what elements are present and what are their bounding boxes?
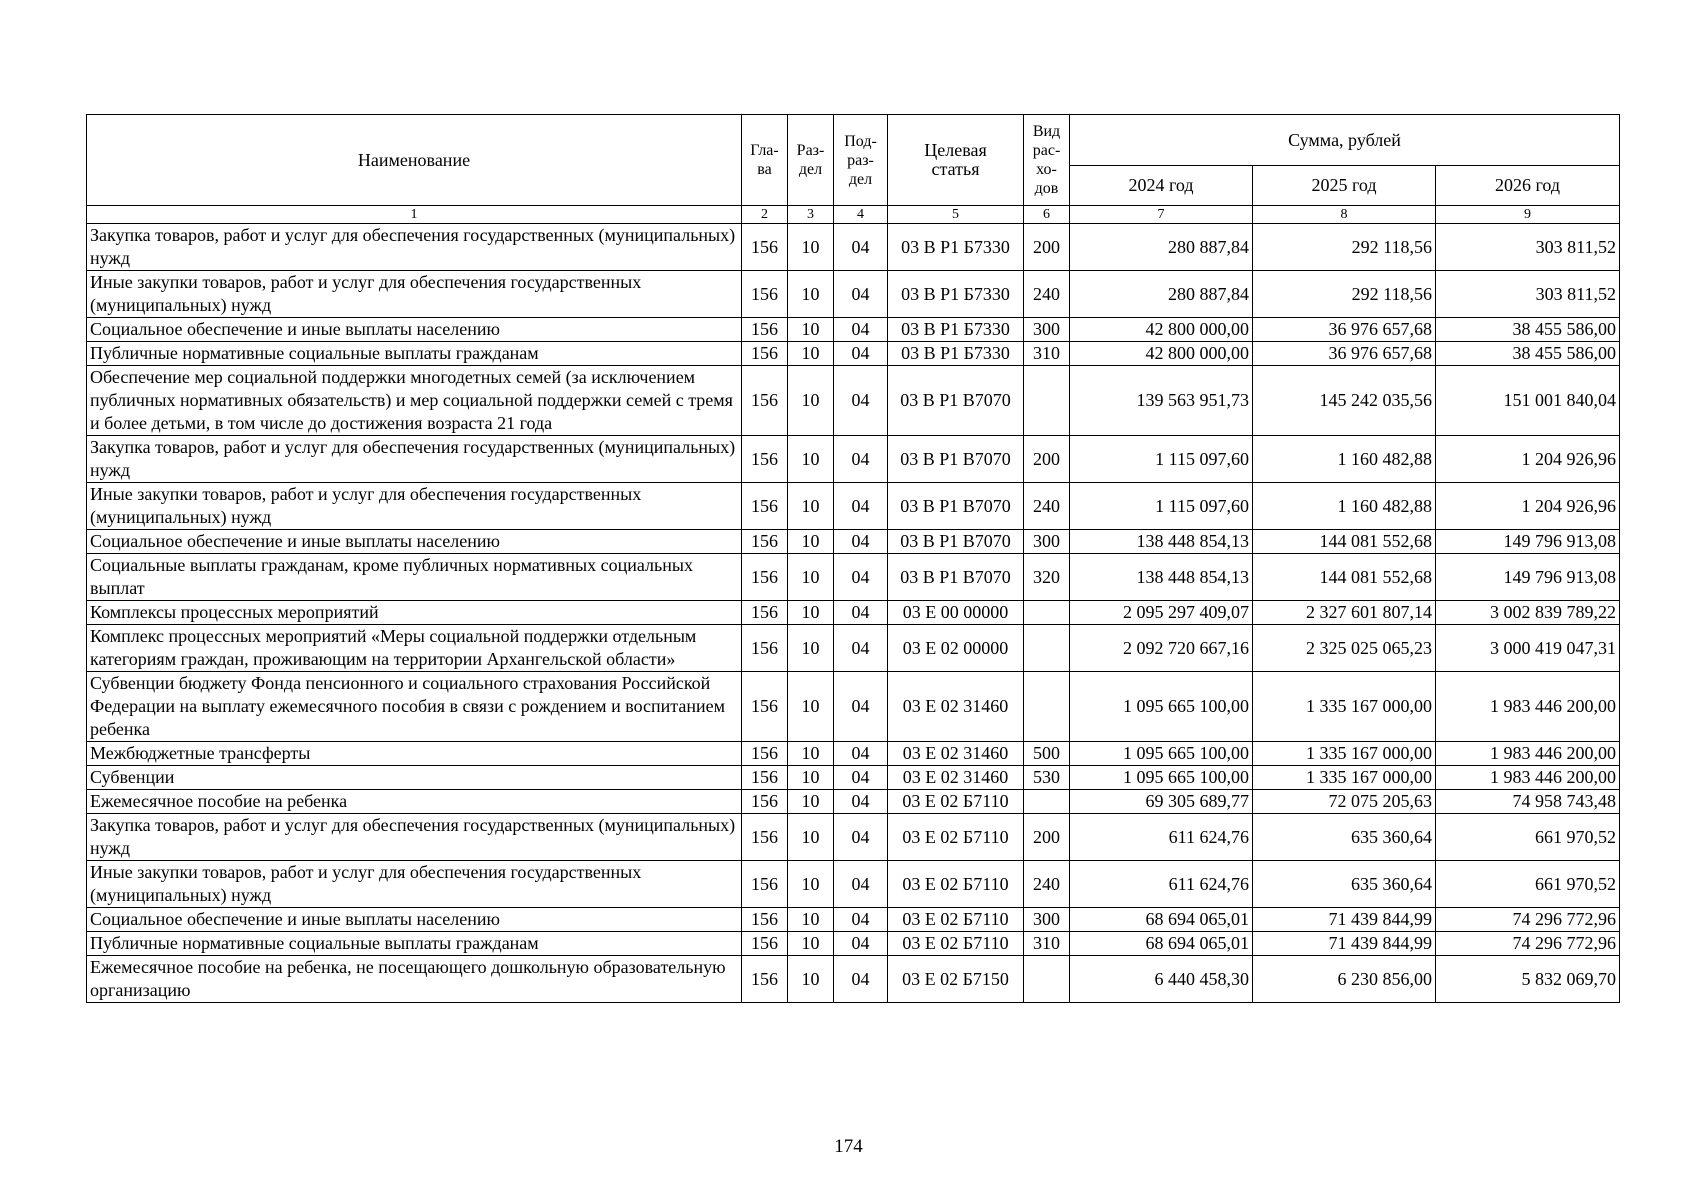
table-row <box>87 672 1620 742</box>
header-year-2025: 2025 год <box>1253 166 1436 206</box>
row-podrazdel: 04 <box>834 601 888 625</box>
row-razdel: 10 <box>788 601 834 625</box>
row-name: Публичные нормативные социальные выплаты гражданам <box>87 342 742 366</box>
row-vid-rashodov: 240 <box>1024 271 1070 318</box>
row-celevaya-statya: 03 В Р1 Б7330 <box>888 318 1024 342</box>
row-celevaya-statya: 03 В Р1 В7070 <box>888 436 1024 483</box>
row-sum-2024: 280 887,84 <box>1070 224 1253 271</box>
row-sum-2025: 635 360,64 <box>1253 814 1436 861</box>
row-sum-2024: 611 624,76 <box>1070 814 1253 861</box>
row-sum-2026: 38 455 586,00 <box>1436 318 1620 342</box>
row-glava: 156 <box>742 601 788 625</box>
row-sum-2026: 74 958 743,48 <box>1436 790 1620 814</box>
row-sum-2025: 635 360,64 <box>1253 861 1436 908</box>
table-row <box>87 366 1620 436</box>
row-razdel: 10 <box>788 908 834 932</box>
row-sum-2025: 1 335 167 000,00 <box>1253 672 1436 742</box>
row-razdel: 10 <box>788 766 834 790</box>
row-sum-2024: 68 694 065,01 <box>1070 908 1253 932</box>
row-glava: 156 <box>742 790 788 814</box>
row-glava: 156 <box>742 530 788 554</box>
row-sum-2024: 138 448 854,13 <box>1070 530 1253 554</box>
row-razdel: 10 <box>788 790 834 814</box>
row-vid-rashodov: 240 <box>1024 483 1070 530</box>
column-number: 6 <box>1024 206 1070 224</box>
row-podrazdel: 04 <box>834 342 888 366</box>
row-sum-2026: 74 296 772,96 <box>1436 932 1620 956</box>
row-vid-rashodov <box>1024 601 1070 625</box>
table-row <box>87 625 1620 672</box>
column-number: 7 <box>1070 206 1253 224</box>
row-celevaya-statya: 03 В Р1 Б7330 <box>888 271 1024 318</box>
row-sum-2025: 71 439 844,99 <box>1253 932 1436 956</box>
row-sum-2025: 2 327 601 807,14 <box>1253 601 1436 625</box>
column-number: 3 <box>788 206 834 224</box>
table-row <box>87 224 1620 271</box>
column-numbers-row <box>87 206 1620 224</box>
column-number: 1 <box>87 206 742 224</box>
row-sum-2024: 42 800 000,00 <box>1070 342 1253 366</box>
row-glava: 156 <box>742 814 788 861</box>
row-sum-2026: 1 983 446 200,00 <box>1436 742 1620 766</box>
row-sum-2026: 149 796 913,08 <box>1436 530 1620 554</box>
row-sum-2026: 303 811,52 <box>1436 271 1620 318</box>
row-podrazdel: 04 <box>834 436 888 483</box>
row-sum-2024: 1 115 097,60 <box>1070 436 1253 483</box>
row-glava: 156 <box>742 271 788 318</box>
row-sum-2025: 292 118,56 <box>1253 271 1436 318</box>
row-sum-2026: 74 296 772,96 <box>1436 908 1620 932</box>
row-sum-2026: 303 811,52 <box>1436 224 1620 271</box>
row-sum-2025: 6 230 856,00 <box>1253 956 1436 1003</box>
row-name: Закупка товаров, работ и услуг для обеспечения государственных (муниципальных) нужд <box>87 436 742 483</box>
row-razdel: 10 <box>788 366 834 436</box>
row-glava: 156 <box>742 742 788 766</box>
row-razdel: 10 <box>788 530 834 554</box>
row-glava: 156 <box>742 483 788 530</box>
row-sum-2025: 1 160 482,88 <box>1253 436 1436 483</box>
row-sum-2025: 72 075 205,63 <box>1253 790 1436 814</box>
row-sum-2025: 1 160 482,88 <box>1253 483 1436 530</box>
row-sum-2024: 1 095 665 100,00 <box>1070 742 1253 766</box>
table-row <box>87 956 1620 1003</box>
header-podrazdel: Под- раз- дел <box>834 115 888 206</box>
row-name: Ежемесячное пособие на ребенка, не посещающего дошкольную образовательную организацию <box>87 956 742 1003</box>
row-celevaya-statya: 03 В Р1 В7070 <box>888 483 1024 530</box>
row-razdel: 10 <box>788 861 834 908</box>
row-name: Иные закупки товаров, работ и услуг для обеспечения государственных (муниципальных) нужд <box>87 861 742 908</box>
row-vid-rashodov <box>1024 790 1070 814</box>
row-sum-2025: 71 439 844,99 <box>1253 908 1436 932</box>
row-glava: 156 <box>742 436 788 483</box>
row-podrazdel: 04 <box>834 766 888 790</box>
table-row <box>87 601 1620 625</box>
row-celevaya-statya: 03 Е 02 31460 <box>888 742 1024 766</box>
row-podrazdel: 04 <box>834 318 888 342</box>
row-razdel: 10 <box>788 625 834 672</box>
header-glava: Гла- ва <box>742 115 788 206</box>
table-row <box>87 554 1620 601</box>
row-sum-2025: 36 976 657,68 <box>1253 342 1436 366</box>
row-razdel: 10 <box>788 554 834 601</box>
row-celevaya-statya: 03 Е 02 31460 <box>888 672 1024 742</box>
row-sum-2024: 2 095 297 409,07 <box>1070 601 1253 625</box>
row-sum-2024: 1 095 665 100,00 <box>1070 672 1253 742</box>
row-celevaya-statya: 03 Е 02 Б7110 <box>888 814 1024 861</box>
row-razdel: 10 <box>788 814 834 861</box>
budget-table <box>86 114 1620 1003</box>
row-sum-2026: 38 455 586,00 <box>1436 342 1620 366</box>
row-podrazdel: 04 <box>834 932 888 956</box>
row-sum-2024: 611 624,76 <box>1070 861 1253 908</box>
row-sum-2024: 6 440 458,30 <box>1070 956 1253 1003</box>
row-razdel: 10 <box>788 672 834 742</box>
row-razdel: 10 <box>788 436 834 483</box>
row-celevaya-statya: 03 Е 02 31460 <box>888 766 1024 790</box>
row-glava: 156 <box>742 224 788 271</box>
row-razdel: 10 <box>788 483 834 530</box>
row-sum-2026: 1 983 446 200,00 <box>1436 672 1620 742</box>
row-sum-2026: 151 001 840,04 <box>1436 366 1620 436</box>
row-vid-rashodov: 200 <box>1024 436 1070 483</box>
row-celevaya-statya: 03 Е 02 00000 <box>888 625 1024 672</box>
row-sum-2026: 661 970,52 <box>1436 814 1620 861</box>
row-celevaya-statya: 03 Е 02 Б7110 <box>888 861 1024 908</box>
table-row <box>87 483 1620 530</box>
row-podrazdel: 04 <box>834 554 888 601</box>
row-podrazdel: 04 <box>834 814 888 861</box>
row-name: Социальные выплаты гражданам, кроме публичных нормативных социальных выплат <box>87 554 742 601</box>
row-celevaya-statya: 03 В Р1 Б7330 <box>888 342 1024 366</box>
row-razdel: 10 <box>788 742 834 766</box>
row-vid-rashodov: 500 <box>1024 742 1070 766</box>
row-sum-2026: 3 002 839 789,22 <box>1436 601 1620 625</box>
row-sum-2024: 42 800 000,00 <box>1070 318 1253 342</box>
row-name: Закупка товаров, работ и услуг для обеспечения государственных (муниципальных) нужд <box>87 814 742 861</box>
row-celevaya-statya: 03 Е 02 Б7110 <box>888 790 1024 814</box>
row-vid-rashodov: 200 <box>1024 224 1070 271</box>
row-celevaya-statya: 03 Е 02 Б7110 <box>888 932 1024 956</box>
row-name: Субвенции бюджету Фонда пенсионного и социального страхования Российской Федерации на выплату ежемесячного пособия в связи с рождением и воспитанием ребенка <box>87 672 742 742</box>
header-year-2026: 2026 год <box>1436 166 1620 206</box>
row-sum-2025: 144 081 552,68 <box>1253 530 1436 554</box>
row-podrazdel: 04 <box>834 672 888 742</box>
table-row <box>87 436 1620 483</box>
row-sum-2026: 1 204 926,96 <box>1436 436 1620 483</box>
row-glava: 156 <box>742 861 788 908</box>
row-podrazdel: 04 <box>834 271 888 318</box>
row-sum-2024: 69 305 689,77 <box>1070 790 1253 814</box>
row-name: Субвенции <box>87 766 742 790</box>
row-celevaya-statya: 03 В Р1 В7070 <box>888 366 1024 436</box>
table-row <box>87 342 1620 366</box>
row-podrazdel: 04 <box>834 366 888 436</box>
table-row <box>87 318 1620 342</box>
row-glava: 156 <box>742 366 788 436</box>
table-row <box>87 530 1620 554</box>
row-podrazdel: 04 <box>834 530 888 554</box>
column-number: 2 <box>742 206 788 224</box>
table-row <box>87 908 1620 932</box>
row-glava: 156 <box>742 672 788 742</box>
row-name: Обеспечение мер социальной поддержки многодетных семей (за исключением публичных нормативных обязательств) и мер социальной поддержки семей с тремя и более детьми, в том числе до достижения возраста 21 года <box>87 366 742 436</box>
row-vid-rashodov <box>1024 672 1070 742</box>
table-row <box>87 790 1620 814</box>
row-name: Иные закупки товаров, работ и услуг для обеспечения государственных (муниципальных) нужд <box>87 483 742 530</box>
header-razdel: Раз- дел <box>788 115 834 206</box>
row-razdel: 10 <box>788 271 834 318</box>
row-celevaya-statya: 03 Е 00 00000 <box>888 601 1024 625</box>
row-vid-rashodov <box>1024 366 1070 436</box>
row-vid-rashodov: 300 <box>1024 530 1070 554</box>
row-celevaya-statya: 03 В Р1 Б7330 <box>888 224 1024 271</box>
row-celevaya-statya: 03 Е 02 Б7150 <box>888 956 1024 1003</box>
row-vid-rashodov <box>1024 956 1070 1003</box>
row-glava: 156 <box>742 766 788 790</box>
row-vid-rashodov: 310 <box>1024 932 1070 956</box>
header-summa: Сумма, рублей <box>1070 115 1620 166</box>
row-razdel: 10 <box>788 342 834 366</box>
row-vid-rashodov: 320 <box>1024 554 1070 601</box>
table-row <box>87 814 1620 861</box>
row-podrazdel: 04 <box>834 790 888 814</box>
table-body <box>87 224 1620 1003</box>
row-sum-2025: 144 081 552,68 <box>1253 554 1436 601</box>
row-name: Межбюджетные трансферты <box>87 742 742 766</box>
row-razdel: 10 <box>788 932 834 956</box>
row-podrazdel: 04 <box>834 742 888 766</box>
row-vid-rashodov: 530 <box>1024 766 1070 790</box>
row-glava: 156 <box>742 956 788 1003</box>
row-name: Комплексы процессных мероприятий <box>87 601 742 625</box>
row-sum-2024: 1 115 097,60 <box>1070 483 1253 530</box>
row-name: Ежемесячное пособие на ребенка <box>87 790 742 814</box>
row-podrazdel: 04 <box>834 625 888 672</box>
row-sum-2026: 1 204 926,96 <box>1436 483 1620 530</box>
column-number: 5 <box>888 206 1024 224</box>
table-row <box>87 742 1620 766</box>
row-sum-2024: 68 694 065,01 <box>1070 932 1253 956</box>
row-sum-2026: 1 983 446 200,00 <box>1436 766 1620 790</box>
row-name: Закупка товаров, работ и услуг для обеспечения государственных (муниципальных) нужд <box>87 224 742 271</box>
row-glava: 156 <box>742 932 788 956</box>
row-glava: 156 <box>742 554 788 601</box>
row-glava: 156 <box>742 318 788 342</box>
row-sum-2024: 139 563 951,73 <box>1070 366 1253 436</box>
header-row <box>87 115 1620 166</box>
row-glava: 156 <box>742 342 788 366</box>
row-vid-rashodov: 300 <box>1024 318 1070 342</box>
row-sum-2024: 1 095 665 100,00 <box>1070 766 1253 790</box>
table-row <box>87 766 1620 790</box>
column-number: 4 <box>834 206 888 224</box>
row-sum-2025: 36 976 657,68 <box>1253 318 1436 342</box>
row-celevaya-statya: 03 В Р1 В7070 <box>888 530 1024 554</box>
row-sum-2025: 1 335 167 000,00 <box>1253 766 1436 790</box>
row-sum-2026: 149 796 913,08 <box>1436 554 1620 601</box>
row-podrazdel: 04 <box>834 224 888 271</box>
row-razdel: 10 <box>788 318 834 342</box>
row-celevaya-statya: 03 Е 02 Б7110 <box>888 908 1024 932</box>
row-podrazdel: 04 <box>834 483 888 530</box>
column-number: 9 <box>1436 206 1620 224</box>
row-sum-2024: 2 092 720 667,16 <box>1070 625 1253 672</box>
row-podrazdel: 04 <box>834 908 888 932</box>
row-razdel: 10 <box>788 956 834 1003</box>
row-podrazdel: 04 <box>834 861 888 908</box>
row-vid-rashodov: 300 <box>1024 908 1070 932</box>
row-glava: 156 <box>742 625 788 672</box>
row-podrazdel: 04 <box>834 956 888 1003</box>
row-name: Иные закупки товаров, работ и услуг для обеспечения государственных (муниципальных) нужд <box>87 271 742 318</box>
row-name: Социальное обеспечение и иные выплаты населению <box>87 530 742 554</box>
header-vid-rashodov: Вид рас- хо- дов <box>1024 115 1070 206</box>
row-sum-2025: 292 118,56 <box>1253 224 1436 271</box>
page-number: 174 <box>834 1136 863 1157</box>
row-vid-rashodov: 240 <box>1024 861 1070 908</box>
row-sum-2024: 280 887,84 <box>1070 271 1253 318</box>
row-sum-2026: 5 832 069,70 <box>1436 956 1620 1003</box>
row-sum-2025: 145 242 035,56 <box>1253 366 1436 436</box>
row-glava: 156 <box>742 908 788 932</box>
row-sum-2025: 2 325 025 065,23 <box>1253 625 1436 672</box>
row-sum-2026: 3 000 419 047,31 <box>1436 625 1620 672</box>
row-name: Социальное обеспечение и иные выплаты населению <box>87 908 742 932</box>
table-row <box>87 861 1620 908</box>
row-vid-rashodov: 200 <box>1024 814 1070 861</box>
row-name: Комплекс процессных мероприятий «Меры социальной поддержки отдельным категориям граждан, проживающим на территории Архангельской области» <box>87 625 742 672</box>
table-row <box>87 271 1620 318</box>
row-razdel: 10 <box>788 224 834 271</box>
row-sum-2025: 1 335 167 000,00 <box>1253 742 1436 766</box>
row-name: Публичные нормативные социальные выплаты гражданам <box>87 932 742 956</box>
row-vid-rashodov: 310 <box>1024 342 1070 366</box>
row-name: Социальное обеспечение и иные выплаты населению <box>87 318 742 342</box>
row-vid-rashodov <box>1024 625 1070 672</box>
row-sum-2024: 138 448 854,13 <box>1070 554 1253 601</box>
header-name: Наименование <box>87 115 742 206</box>
table-row <box>87 932 1620 956</box>
column-number: 8 <box>1253 206 1436 224</box>
header-celevaya-statya: Целевая статья <box>888 115 1024 206</box>
header-year-2024: 2024 год <box>1070 166 1253 206</box>
row-celevaya-statya: 03 В Р1 В7070 <box>888 554 1024 601</box>
row-sum-2026: 661 970,52 <box>1436 861 1620 908</box>
